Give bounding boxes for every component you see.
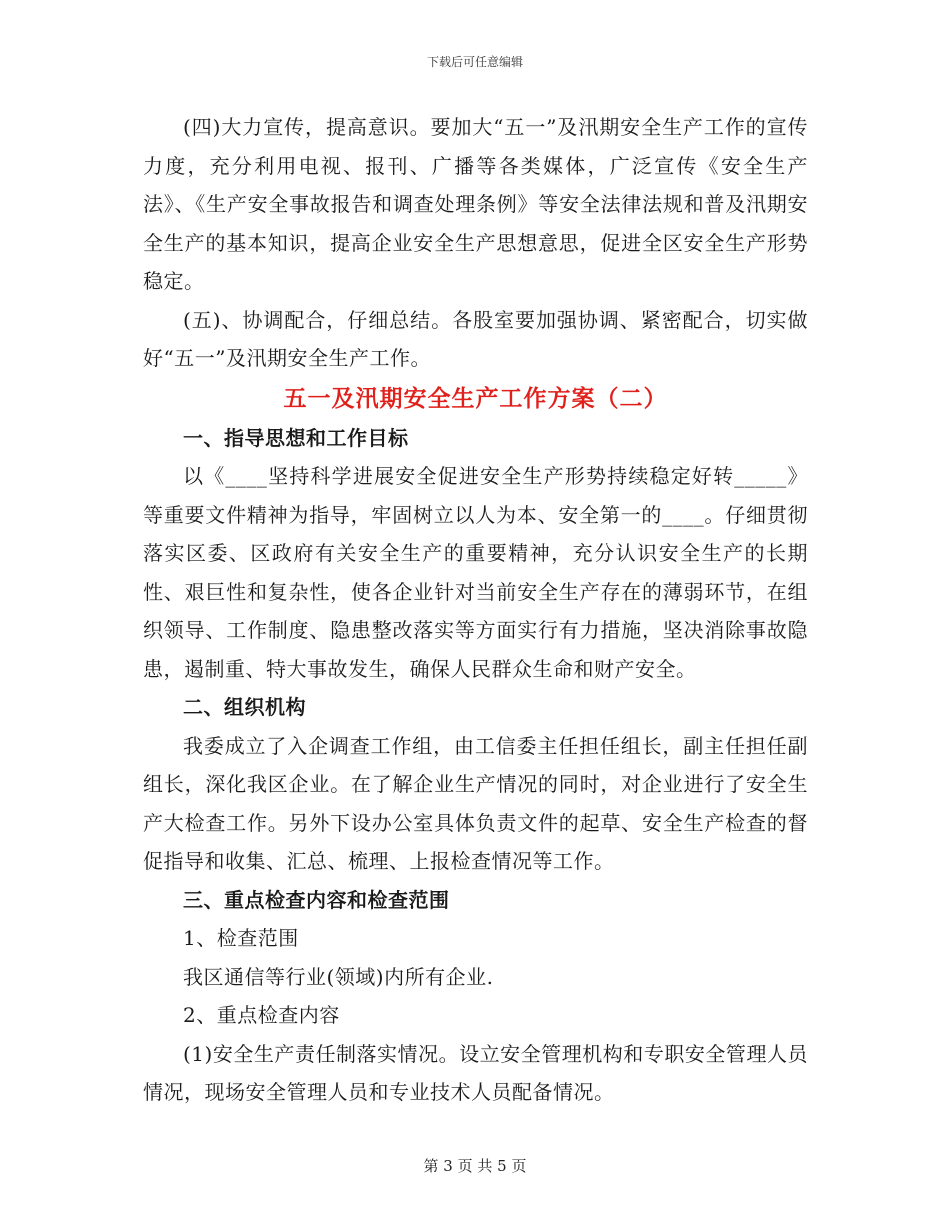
page-number: 第 3 页 共 5 页 bbox=[423, 1157, 527, 1175]
subsection-label-scope: 1、检查范围 bbox=[183, 926, 299, 950]
paragraph-guiding: 以《____坚持科学进展安全促进安全生产形势持续稳定好转_____》等重要文件精神为指导，牢固树立以人为本、安全第一的____。仔细贯彻落实区委、区政府有关安全生产的重要精神，充分认识安全生产的长期性、艰巨性和复杂性，使各企业针对当前安全生产存在的薄弱环节，在组织领导、工作制度、隐患整改落实等方面实行有力措施，坚决消除事故隐患，遏制重、特大事故发生，确保人民群众生命和财产安全。 bbox=[143, 464, 808, 681]
paragraph-publicity: (四)大力宣传，提高意识。要加大“五一”及汛期安全生产工作的宣传力度，充分利用电视、报刊、广播等各类媒体，广泛宣传《安全生产法》、《生产安全事故报告和调查处理条例》等安全法律法规和普及汛期安全生产的基本知识，提高企业安全生产思想意思，促进全区安全生产形势稳定。 bbox=[143, 115, 808, 293]
header-note: 下载后可任意编辑 bbox=[426, 55, 523, 69]
section-heading-inspection: 三、重点检查内容和检查范围 bbox=[183, 887, 450, 912]
paragraph-scope: 我区通信等行业(领域)内所有企业. bbox=[183, 964, 494, 989]
subsection-label-key-items: 2、重点检查内容 bbox=[183, 1003, 340, 1027]
paragraph-key-items: (1)安全生产责任制落实情况。设立安全管理机构和专职安全管理人员情况，现场安全管理人员和专业技术人员配备情况。 bbox=[143, 1041, 808, 1104]
paragraph-organization: 我委成立了入企调查工作组，由工信委主任担任组长，副主任担任副组长，深化我区企业。在了解企业生产情况的同时，对企业进行了安全生产大检查工作。另外下设办公室具体负责文件的起草、安全生产检查的督促指导和收集、汇总、梳理、上报检查情况等工作。 bbox=[143, 733, 808, 873]
document-body bbox=[143, 108, 808, 1112]
document-title: 五一及汛期安全生产工作方案（二） bbox=[283, 385, 668, 412]
paragraph-coordination: (五)、协调配合，仔细总结。各股室要加强协调、紧密配合，切实做好“五一”及汛期安全生产工作。 bbox=[143, 307, 808, 370]
section-heading-guiding: 一、指导思想和工作目标 bbox=[183, 425, 409, 450]
section-heading-organization: 二、组织机构 bbox=[183, 695, 306, 719]
